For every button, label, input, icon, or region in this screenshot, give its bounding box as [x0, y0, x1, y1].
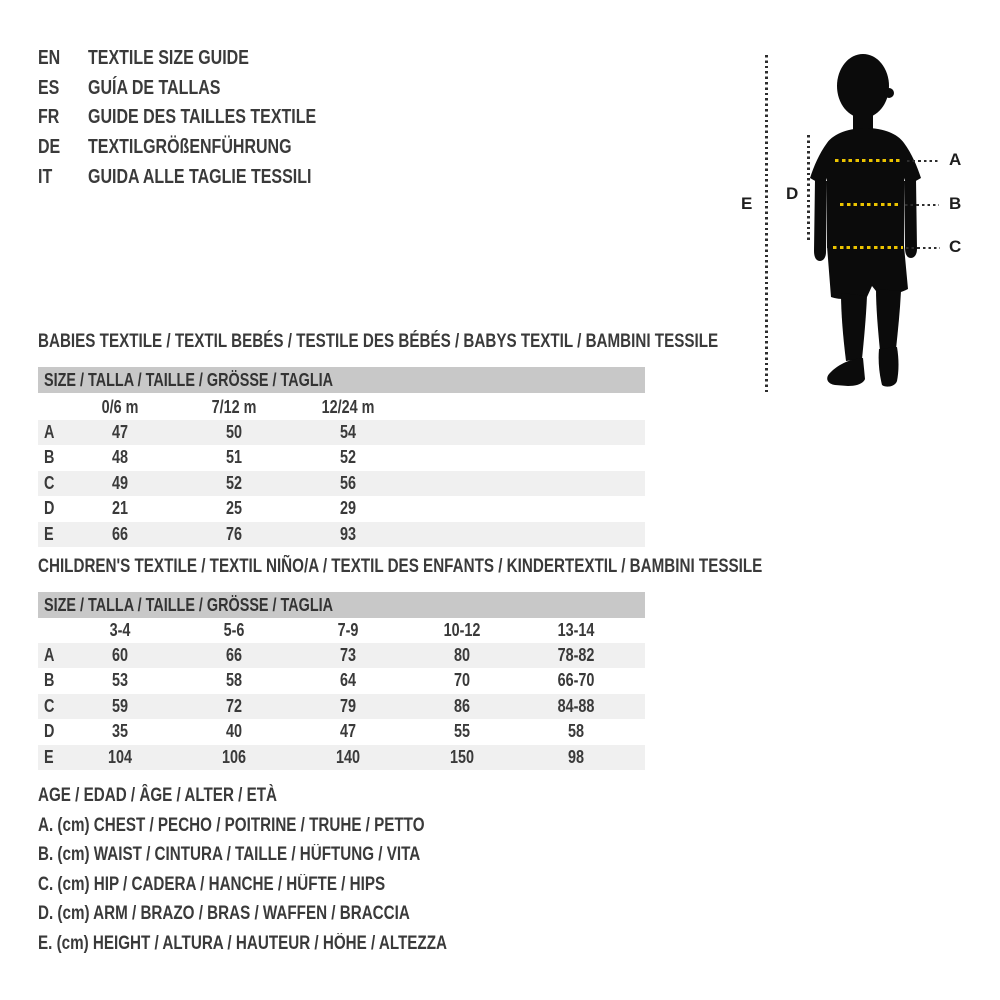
figure-label-a: A	[949, 150, 962, 169]
language-code: FR	[38, 106, 60, 129]
table-cell: 79	[339, 695, 357, 716]
row-label: A	[44, 422, 55, 442]
row-label: C	[44, 472, 55, 493]
language-title: TEXTILGRÖßENFÜHRUNG	[88, 136, 292, 159]
silhouette-left-arm	[814, 179, 827, 261]
silhouette-right-foot	[879, 347, 899, 387]
table-cell: 64	[339, 670, 357, 691]
table-row	[38, 643, 645, 668]
row-label: A	[44, 645, 55, 665]
table-row	[38, 522, 645, 547]
silhouette-left-leg	[841, 293, 867, 361]
hip-measure-line-c	[833, 246, 903, 249]
column-header: 12/24 m	[321, 397, 375, 417]
table-cell: 106	[221, 746, 247, 767]
language-title: GUIDE DES TAILLES TEXTILE	[88, 106, 317, 129]
chest-measure-line-a-extension	[907, 160, 940, 163]
silhouette-right-leg	[876, 289, 901, 351]
table-cell: 72	[225, 695, 243, 716]
column-header: 3-4	[109, 620, 131, 640]
row-label: C	[44, 695, 55, 716]
table-cell: 150	[449, 746, 475, 767]
silhouette-left-foot	[827, 358, 865, 386]
table-cell: 59	[111, 695, 129, 716]
language-row	[38, 103, 373, 133]
table-cell: 86	[453, 695, 471, 716]
table-cell: 35	[111, 721, 129, 742]
babies-size-header-bar: SIZE / TALLA / TAILLE / GRÖSSE / TAGLIA	[38, 367, 645, 393]
column-header: 7/12 m	[211, 397, 257, 417]
language-title-block	[38, 44, 373, 192]
table-row	[38, 496, 645, 521]
legend-line-hip: C. (cm) HIP / CADERA / HANCHE / HÜFTE / HIPS	[38, 873, 386, 895]
table-cell: 55	[453, 721, 471, 742]
legend-line-age: AGE / EDAD / ÂGE / ALTER / ETÀ	[38, 785, 277, 806]
table-cell: 48	[111, 447, 129, 468]
legend-line-height: E. (cm) HEIGHT / ALTURA / HAUTEUR / HÖHE / ALTEZZA	[38, 932, 447, 954]
table-cell: 52	[225, 472, 243, 493]
table-row	[38, 445, 645, 470]
table-cell: 98	[567, 746, 585, 767]
row-label: D	[44, 498, 55, 519]
language-code: DE	[38, 136, 61, 159]
hip-measure-line-c-extension	[906, 247, 940, 250]
table-row	[38, 694, 645, 719]
measurement-legend	[38, 781, 549, 959]
arm-measure-line-d	[807, 135, 810, 242]
language-title: GUÍA DE TALLAS	[88, 76, 221, 99]
babies-table	[38, 420, 645, 547]
table-cell: 49	[111, 472, 129, 493]
column-header: 13-14	[557, 620, 595, 640]
figure-label-b: B	[949, 194, 962, 213]
table-cell: 104	[107, 746, 133, 767]
babies-table-heading: BABIES TEXTILE / TEXTIL BEBÉS / TESTILE DES BÉBÉS / BABYS TEXTIL / BAMBINI TESSILE	[38, 331, 719, 352]
column-header: 7-9	[337, 620, 359, 640]
language-row	[38, 133, 373, 163]
children-table	[38, 643, 645, 770]
table-cell: 84-88	[557, 695, 595, 716]
table-cell: 58	[567, 721, 585, 742]
table-cell: 29	[339, 498, 357, 519]
column-header: 0/6 m	[101, 397, 139, 417]
table-cell: 40	[225, 721, 243, 742]
language-row	[38, 162, 373, 192]
table-cell: 50	[225, 422, 243, 442]
table-cell: 21	[111, 498, 129, 519]
legend-line-chest: A. (cm) CHEST / PECHO / POITRINE / TRUHE / PETTO	[38, 814, 425, 836]
language-title: TEXTILE SIZE GUIDE	[88, 47, 249, 70]
row-label: E	[44, 523, 54, 544]
silhouette-ear	[884, 88, 894, 98]
table-cell: 56	[339, 472, 357, 493]
table-cell: 53	[111, 670, 129, 691]
row-label: E	[44, 746, 54, 767]
table-cell: 80	[453, 645, 471, 665]
table-row	[38, 420, 645, 445]
waist-measure-line-b-extension	[905, 204, 939, 207]
column-header: 10-12	[443, 620, 481, 640]
legend-line-arm: D. (cm) ARM / BRAZO / BRAS / WAFFEN / BRACCIA	[38, 903, 410, 925]
children-table-heading: CHILDREN'S TEXTILE / TEXTIL NIÑO/A / TEXTIL DES ENFANTS / KINDERTEXTIL / BAMBINI TESSILE	[38, 556, 763, 577]
table-cell: 47	[339, 721, 357, 742]
column-header: 5-6	[223, 620, 245, 640]
table-row	[38, 745, 645, 770]
figure-label-c: C	[949, 237, 962, 256]
table-cell: 58	[225, 670, 243, 691]
table-cell: 70	[453, 670, 471, 691]
table-cell: 66	[225, 645, 243, 665]
language-code: EN	[38, 47, 61, 70]
table-cell: 52	[339, 447, 357, 468]
table-cell: 140	[335, 746, 361, 767]
language-row	[38, 44, 373, 74]
table-row	[38, 719, 645, 744]
language-code: ES	[38, 76, 60, 99]
row-label: D	[44, 721, 55, 742]
language-title: GUIDA ALLE TAGLIE TESSILI	[88, 165, 312, 188]
table-cell: 73	[339, 645, 357, 665]
table-cell: 54	[339, 422, 357, 442]
figure-label-e: E	[741, 194, 753, 213]
babies-column-header-row	[38, 394, 645, 420]
table-cell: 25	[225, 498, 243, 519]
children-size-header-bar: SIZE / TALLA / TAILLE / GRÖSSE / TAGLIA	[38, 592, 645, 618]
figure-label-d: D	[786, 184, 799, 203]
language-code: IT	[38, 165, 53, 188]
language-row	[38, 74, 373, 104]
table-cell: 93	[339, 523, 357, 544]
row-label: B	[44, 447, 55, 468]
table-cell: 66	[111, 523, 129, 544]
table-row	[38, 471, 645, 496]
table-cell: 78-82	[557, 645, 595, 665]
row-label: B	[44, 670, 55, 691]
child-silhouette-graphic	[790, 40, 960, 400]
silhouette-neck	[853, 100, 873, 132]
table-cell: 47	[111, 422, 129, 442]
table-cell: 66-70	[557, 670, 595, 691]
table-row	[38, 668, 645, 693]
legend-line-waist: B. (cm) WAIST / CINTURA / TAILLE / HÜFTUNG / VITA	[38, 844, 421, 866]
table-cell: 76	[225, 523, 243, 544]
table-cell: 51	[225, 447, 243, 468]
children-column-header-row	[38, 617, 645, 643]
waist-measure-line-b	[840, 203, 900, 206]
height-measure-line-e	[765, 55, 768, 393]
chest-measure-line-a	[835, 159, 903, 162]
table-cell: 60	[111, 645, 129, 665]
